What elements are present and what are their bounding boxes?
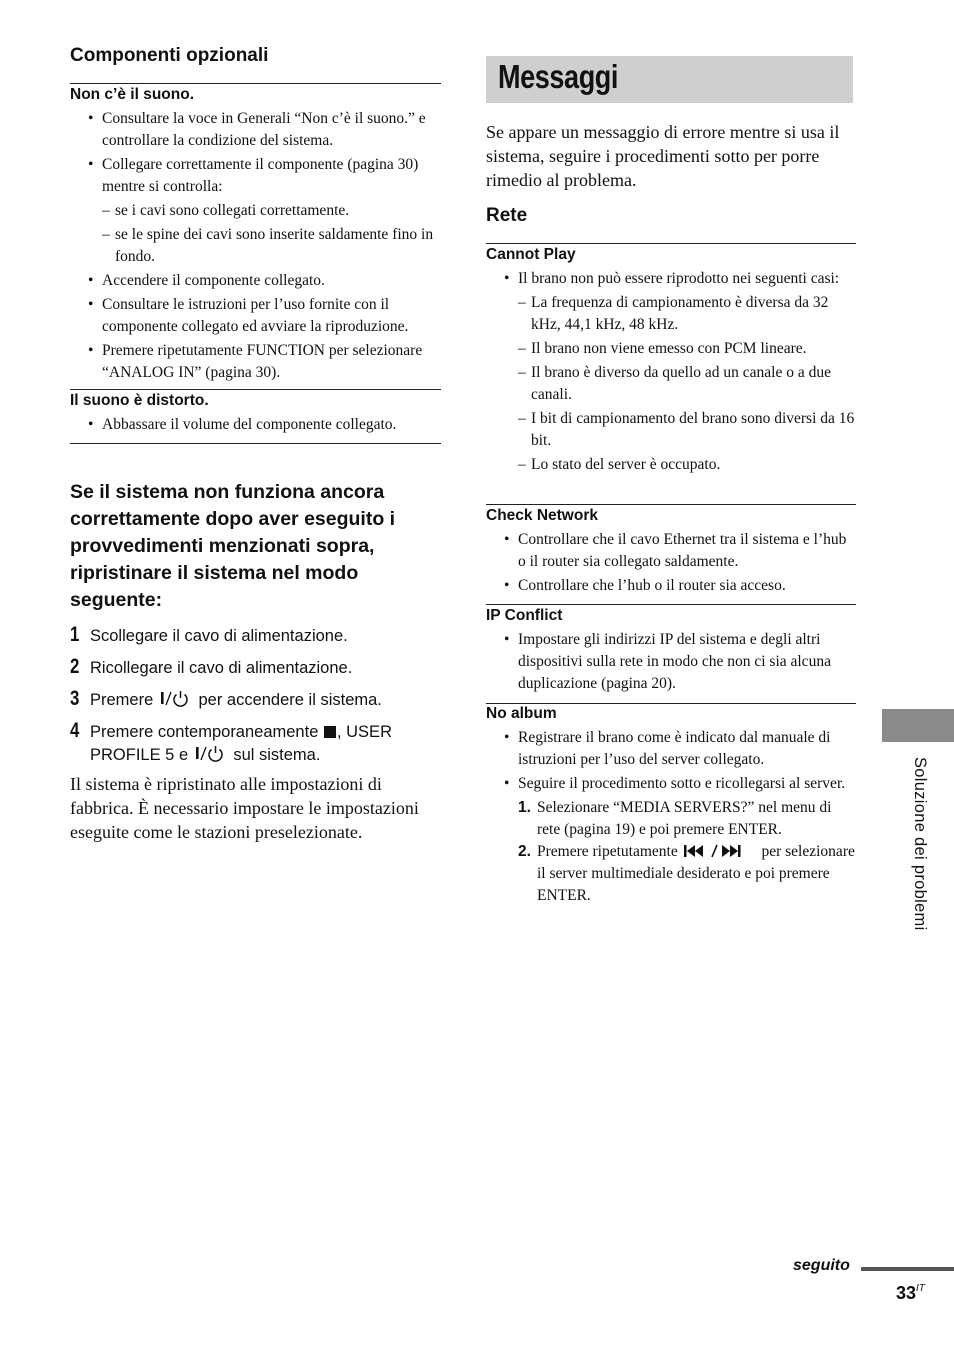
list-item: – I bit di campionamento del brano sono diversi da 16 bit.: [486, 408, 856, 452]
step-1: [70, 625, 441, 648]
divider: [70, 83, 441, 84]
continued-line: [861, 1267, 954, 1271]
step-text-pre: Premere: [90, 691, 154, 709]
step-text: [70, 689, 441, 712]
page-suffix: IT: [916, 1283, 925, 1294]
topic-list-cannot-play: [486, 268, 856, 476]
topic-title-no-album: No album: [486, 705, 557, 722]
list-item: • Registrare il brano come è indicato dal manuale di istruzioni per l’uso del server collegato.: [486, 727, 856, 771]
divider: [70, 443, 441, 444]
list-item: – Lo stato del server è occupato.: [486, 454, 856, 476]
step-number: 2: [70, 655, 80, 678]
closing-paragraph: Il sistema è ripristinato alle impostazioni di fabbrica. È necessario impostare le impostazioni eseguite come le stazioni preselezionate.: [70, 774, 419, 842]
step-2: [70, 657, 441, 680]
page-title: Messaggi: [498, 58, 619, 95]
list-item: – se i cavi sono collegati correttamente.: [70, 200, 441, 222]
topic-list-distorted-sound: [70, 414, 441, 436]
messages-title-band: [486, 56, 853, 103]
step-4: [70, 721, 441, 767]
divider: [486, 504, 856, 505]
list-item: • Consultare le istruzioni per l’uso fornite con il componente collegato ed avviare la riproduzione.: [70, 294, 441, 338]
list-item: [486, 797, 856, 841]
step-text-post: per accendere il sistema.: [198, 691, 382, 709]
list-item: • Impostare gli indirizzi IP del sistema e degli altri dispositivi sulla rete in modo che non ci sia alcuna duplicazione (pagina 20).: [486, 629, 856, 695]
list-item: • Seguire il procedimento sotto e ricollegarsi al server.: [486, 773, 856, 795]
step-text: [70, 721, 441, 767]
continued-label: seguito: [793, 1257, 850, 1274]
step-text: Scollegare il cavo di alimentazione.: [90, 627, 348, 645]
list-item: • Consultare la voce in Generali “Non c’è il suono.” e controllare la condizione del sistema.: [70, 108, 441, 152]
list-text-post: per selezionare il server multimediale desiderato e poi premere ENTER.: [537, 843, 855, 904]
list-item: – se le spine dei cavi sono inserite saldamente fino in fondo.: [70, 224, 441, 268]
topic-list-no-album: [486, 727, 856, 907]
list-item: – Il brano è diverso da quello ad un canale o a due canali.: [486, 362, 856, 406]
topic-list-no-sound: [70, 108, 441, 384]
topic-title-distorted-sound: Il suono è distorto.: [70, 392, 209, 409]
list-item: • Premere ripetutamente FUNCTION per selezionare “ANALOG IN” (pagina 30).: [70, 340, 441, 384]
section-heading-network: Rete: [486, 205, 528, 226]
list-item: – La frequenza di campionamento è diversa da 32 kHz, 44,1 kHz, 48 kHz.: [486, 292, 856, 336]
step-text-mid: , USER PROFILE 5 e: [90, 723, 392, 764]
section-heading-optional-components: Componenti opzionali: [70, 45, 269, 66]
list-number: 2.: [518, 843, 531, 860]
topic-title-check-network: Check Network: [486, 507, 598, 524]
stop-icon: [323, 725, 337, 739]
list-item: • Il brano non può essere riprodotto nei seguenti casi:: [486, 268, 856, 290]
topic-title-cannot-play: Cannot Play: [486, 246, 576, 263]
section-tab: [882, 709, 954, 742]
list-item: • Controllare che il cavo Ethernet tra il sistema e l’hub o il router sia collegato saldamente.: [486, 529, 856, 573]
step-text-post: sul sistema.: [233, 746, 321, 764]
step-text-pre: Premere contemporaneamente: [90, 723, 319, 741]
divider: [70, 389, 441, 390]
step-number: 3: [70, 687, 80, 710]
list-item: – Il brano non viene emesso con PCM lineare.: [486, 338, 856, 360]
list-text: Selezionare “MEDIA SERVERS?” nel menu di rete (pagina 19) e poi premere ENTER.: [537, 799, 832, 838]
prev-next-icon: [682, 844, 758, 858]
divider: [486, 604, 856, 605]
side-section-label: Soluzione dei problemi: [911, 757, 929, 931]
list-item: • Controllare che l’hub o il router sia acceso.: [486, 575, 856, 597]
step-text: Ricollegare il cavo di alimentazione.: [90, 659, 353, 677]
step-number: 4: [70, 719, 80, 742]
topic-title-ip-conflict: IP Conflict: [486, 607, 563, 624]
page-number-value: 33: [896, 1283, 917, 1303]
power-icon: [158, 689, 194, 707]
list-item: • Collegare correttamente il componente (pagina 30) mentre si controlla:: [70, 154, 441, 198]
topic-list-check-network: [486, 529, 856, 597]
divider: [486, 243, 856, 244]
power-icon: [193, 744, 229, 762]
list-item: [486, 841, 856, 907]
topic-list-ip-conflict: [486, 629, 856, 695]
list-item: • Accendere il componente collegato.: [70, 270, 441, 292]
intro-paragraph: Se appare un messaggio di errore mentre si usa il sistema, seguire i procedimenti sotto per porre rimedio al problema.: [486, 122, 840, 190]
divider: [486, 703, 856, 704]
step-3: [70, 689, 441, 712]
step-number: 1: [70, 623, 80, 646]
list-number: 1.: [518, 799, 531, 816]
topic-title-no-sound: Non c’è il suono.: [70, 86, 195, 103]
list-text-pre: Premere ripetutamente: [537, 843, 678, 860]
reset-heading: Se il sistema non funziona ancora correttamente dopo aver eseguito i provvedimenti menzionati sopra, ripristinare il sistema nel modo seguente:: [70, 481, 396, 611]
list-item: • Abbassare il volume del componente collegato.: [70, 414, 441, 436]
page-number: [896, 1283, 925, 1304]
